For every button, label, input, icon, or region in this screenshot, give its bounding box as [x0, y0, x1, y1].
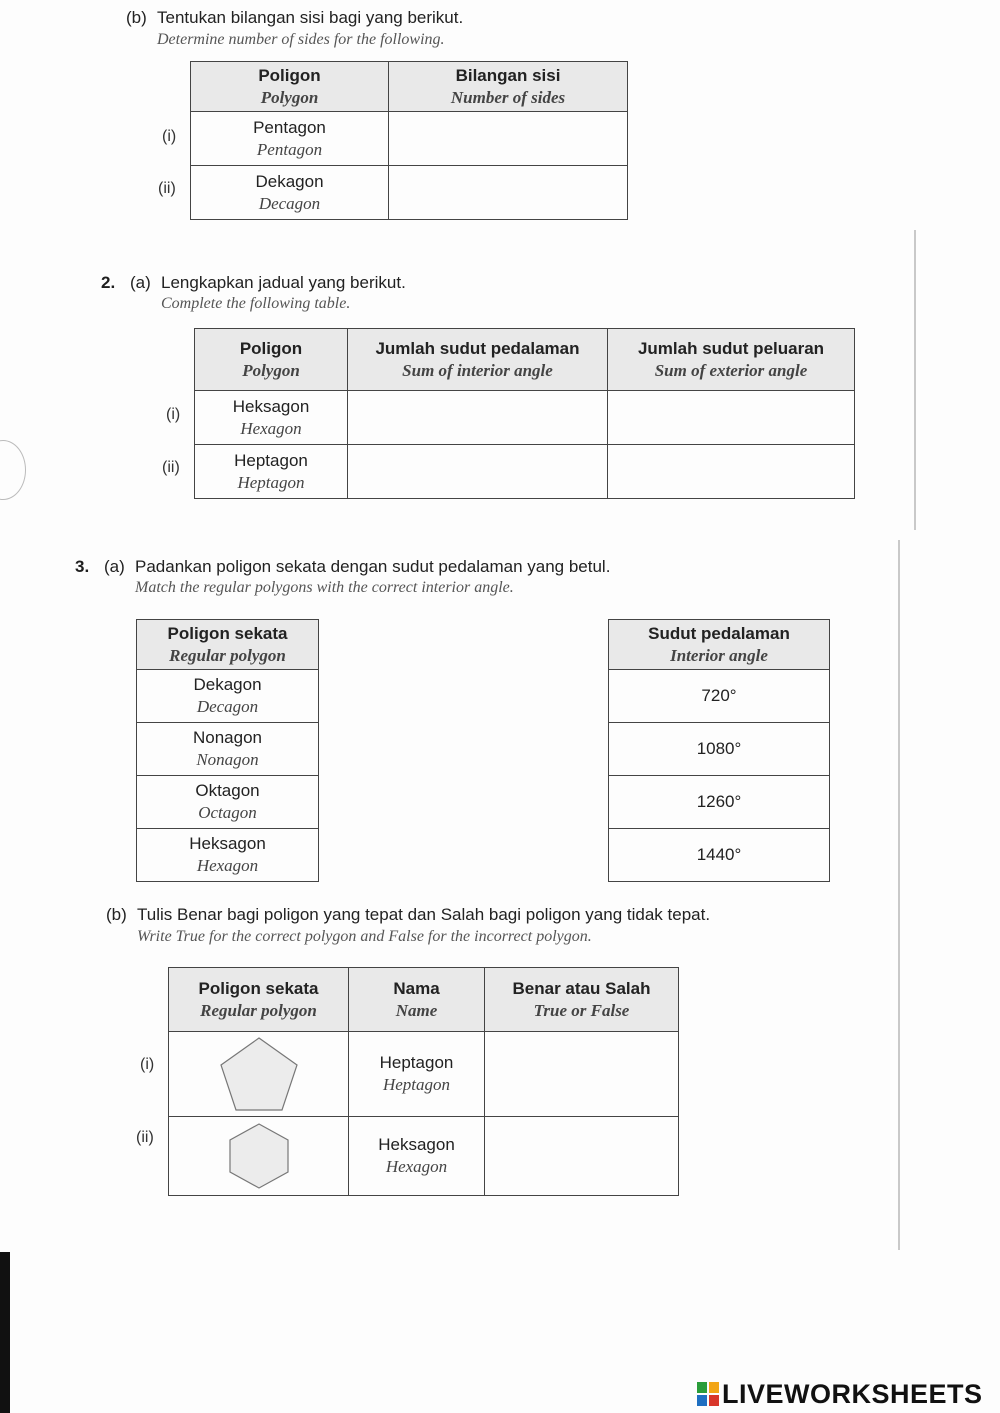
hexagon-icon	[226, 1121, 292, 1191]
q3b-header-polygon: Poligon sekata Regular polygon	[169, 968, 349, 1032]
q1b-table	[190, 61, 628, 220]
q2-header-polygon: Poligon Polygon	[195, 329, 348, 391]
q2-answer-interior-2[interactable]	[348, 445, 608, 499]
q1b-answer-2[interactable]	[389, 166, 628, 220]
binder-hole-mark	[0, 440, 26, 500]
q3a-left-item-1[interactable]: Dekagon Decagon	[137, 670, 319, 723]
q2-answer-exterior-1[interactable]	[608, 391, 855, 445]
q3a-left-item-4[interactable]: Heksagon Hexagon	[137, 829, 319, 882]
q2-row-label-1: (i)	[166, 406, 181, 423]
q3a-right-item-3[interactable]: 1260°	[609, 776, 830, 829]
q3b-row-label-2: (ii)	[136, 1129, 154, 1146]
q3a-instruction-en: Match the regular polygons with the correct interior angle.	[135, 579, 514, 596]
q2-answer-interior-1[interactable]	[348, 391, 608, 445]
q3a-right-item-2[interactable]: 1080°	[609, 723, 830, 776]
q3b-header-name: Nama Name	[349, 968, 485, 1032]
q3a-right-item-4[interactable]: 1440°	[609, 829, 830, 882]
page-edge-line-right	[914, 230, 916, 530]
liveworksheets-logo	[697, 1378, 983, 1410]
q1b-header-polygon: Poligon Polygon	[191, 62, 389, 112]
q3b-table	[168, 967, 679, 1196]
q1b-cell-pentagon: Pentagon Pentagon	[191, 112, 389, 166]
q3a-label: (a)	[104, 557, 125, 576]
q2-table	[194, 328, 855, 499]
q2-cell-hexagon: Heksagon Hexagon	[195, 391, 348, 445]
q2-header-exterior: Jumlah sudut peluaran Sum of exterior angle	[608, 329, 855, 391]
q1b-cell-decagon: Dekagon Decagon	[191, 166, 389, 220]
q1b-instruction-en: Determine number of sides for the following.	[157, 31, 445, 48]
pentagon-icon	[217, 1034, 301, 1114]
q3a-right-header: Sudut pedalaman Interior angle	[609, 620, 830, 670]
q3b-shape-cell-2	[169, 1117, 349, 1196]
q1b-header-sides: Bilangan sisi Number of sides	[389, 62, 628, 112]
q3b-label: (b)	[106, 905, 127, 924]
q3a-left-item-2[interactable]: Nonagon Nonagon	[137, 723, 319, 776]
q3b-answer-1[interactable]	[485, 1032, 679, 1117]
q1b-row-label-2: (ii)	[158, 180, 176, 197]
q3b-name-cell-1: Heptagon Heptagon	[349, 1032, 485, 1117]
q3-number: 3.	[75, 557, 90, 576]
q3b-answer-2[interactable]	[485, 1117, 679, 1196]
liveworksheets-logo-icon	[697, 1382, 719, 1406]
q1b-label: (b)	[126, 8, 147, 27]
q3b-instruction: Tulis Benar bagi poligon yang tepat dan Salah bagi poligon yang tidak tepat.	[137, 905, 711, 924]
q2-row-label-2: (ii)	[162, 459, 180, 476]
q3b-shape-cell-1	[169, 1032, 349, 1117]
q2-instruction-en: Complete the following table.	[161, 295, 351, 312]
liveworksheets-logo-text: LIVEWORKSHEETS	[722, 1378, 983, 1409]
q2-header-interior: Jumlah sudut pedalaman Sum of interior angle	[348, 329, 608, 391]
q2-number: 2.	[101, 273, 116, 292]
q3a-left-table	[136, 619, 319, 882]
q3a-instruction: Padankan poligon sekata dengan sudut pedalaman yang betul.	[135, 557, 611, 576]
q2-answer-exterior-2[interactable]	[608, 445, 855, 499]
scan-edge-bar	[0, 1252, 10, 1413]
q3a-right-item-1[interactable]: 720°	[609, 670, 830, 723]
q2-instruction: Lengkapkan jadual yang berikut.	[161, 273, 406, 292]
q3a-left-header: Poligon sekata Regular polygon	[137, 620, 319, 670]
q2-cell-heptagon: Heptagon Heptagon	[195, 445, 348, 499]
q2-label: (a)	[130, 273, 151, 292]
q3b-name-cell-2: Heksagon Hexagon	[349, 1117, 485, 1196]
q3b-row-label-1: (i)	[140, 1056, 155, 1073]
q3b-header-truefalse: Benar atau Salah True or False	[485, 968, 679, 1032]
page-edge-line-right-lower	[898, 540, 900, 1250]
q1b-row-label-1: (i)	[162, 128, 177, 145]
q3b-instruction-en: Write True for the correct polygon and False for the incorrect polygon.	[137, 928, 592, 945]
q1b-answer-1[interactable]	[389, 112, 628, 166]
q3a-left-item-3[interactable]: Oktagon Octagon	[137, 776, 319, 829]
q3a-right-table	[608, 619, 830, 882]
q1b-instruction: Tentukan bilangan sisi bagi yang berikut.	[157, 8, 464, 27]
